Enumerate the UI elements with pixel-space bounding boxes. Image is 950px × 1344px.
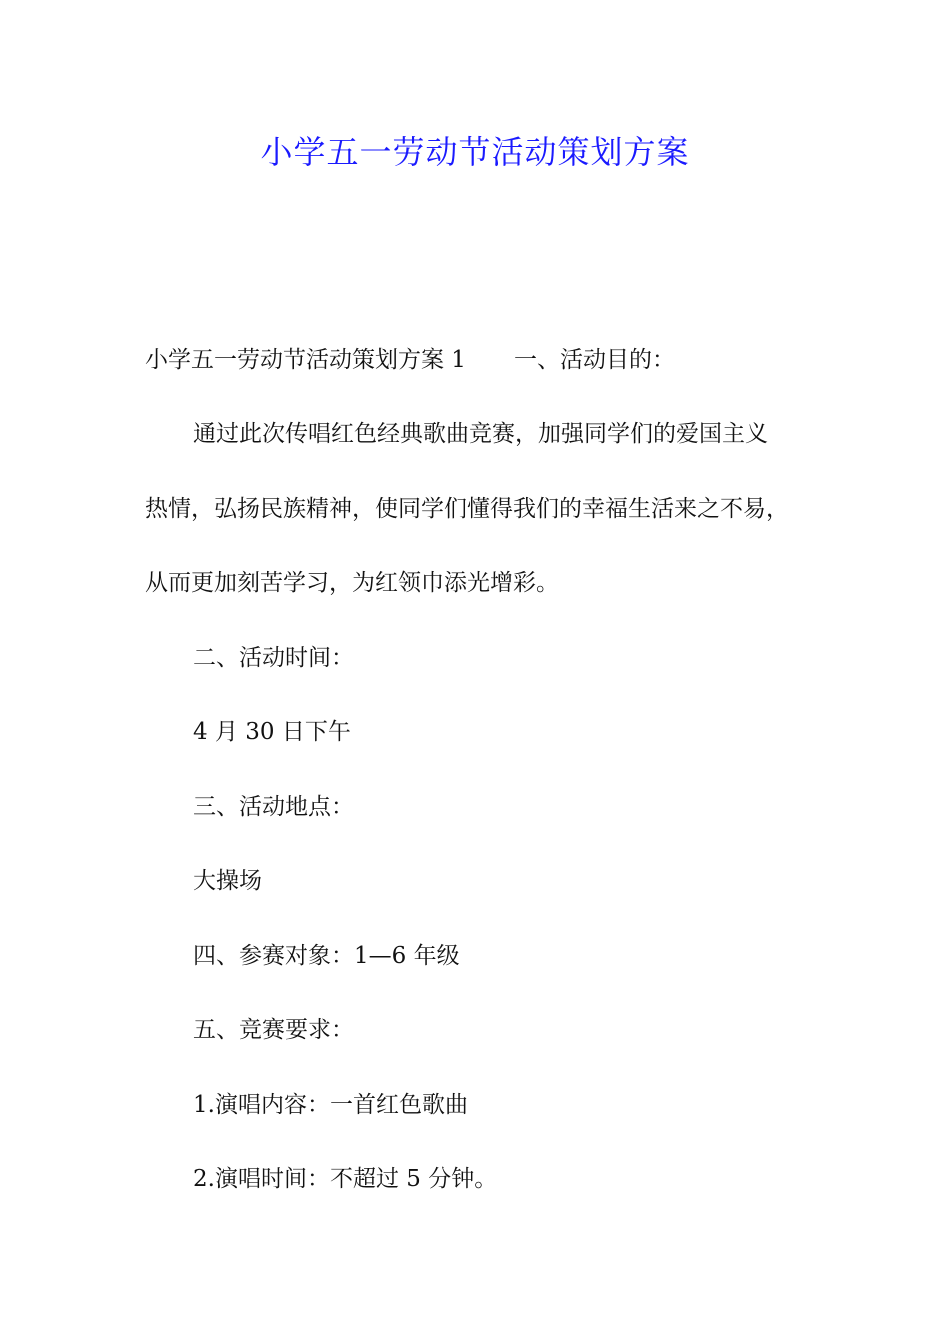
heading-line xyxy=(145,342,675,378)
paragraph1-line1: 通过此次传唱红色经典歌曲竞赛，加强同学们的爱国主义 xyxy=(193,421,768,447)
section1-heading: 一、活动目的： xyxy=(513,347,675,373)
paragraph1-line2: 热情，弘扬民族精神，使同学们懂得我们的幸福生活来之不易， xyxy=(145,496,789,522)
section3-value: 大操场 xyxy=(193,868,262,894)
requirement-1: 1.演唱内容：一首红色歌曲 xyxy=(193,1092,468,1118)
section4-text: 四、参赛对象：1—6 年级 xyxy=(193,943,460,969)
section3-heading: 三、活动地点： xyxy=(193,794,354,820)
plan-subtitle: 小学五一劳动节活动策划方案 1 xyxy=(145,347,466,373)
document-title: 小学五一劳动节活动策划方案 xyxy=(260,133,690,171)
section2-value: 4 月 30 日下午 xyxy=(193,719,351,745)
requirement-2: 2.演唱时间：不超过 5 分钟。 xyxy=(193,1166,498,1192)
section5-heading: 五、竞赛要求： xyxy=(193,1017,354,1043)
paragraph1-line3: 从而更加刻苦学习，为红领巾添光增彩。 xyxy=(145,570,559,596)
section2-heading: 二、活动时间： xyxy=(193,645,354,671)
